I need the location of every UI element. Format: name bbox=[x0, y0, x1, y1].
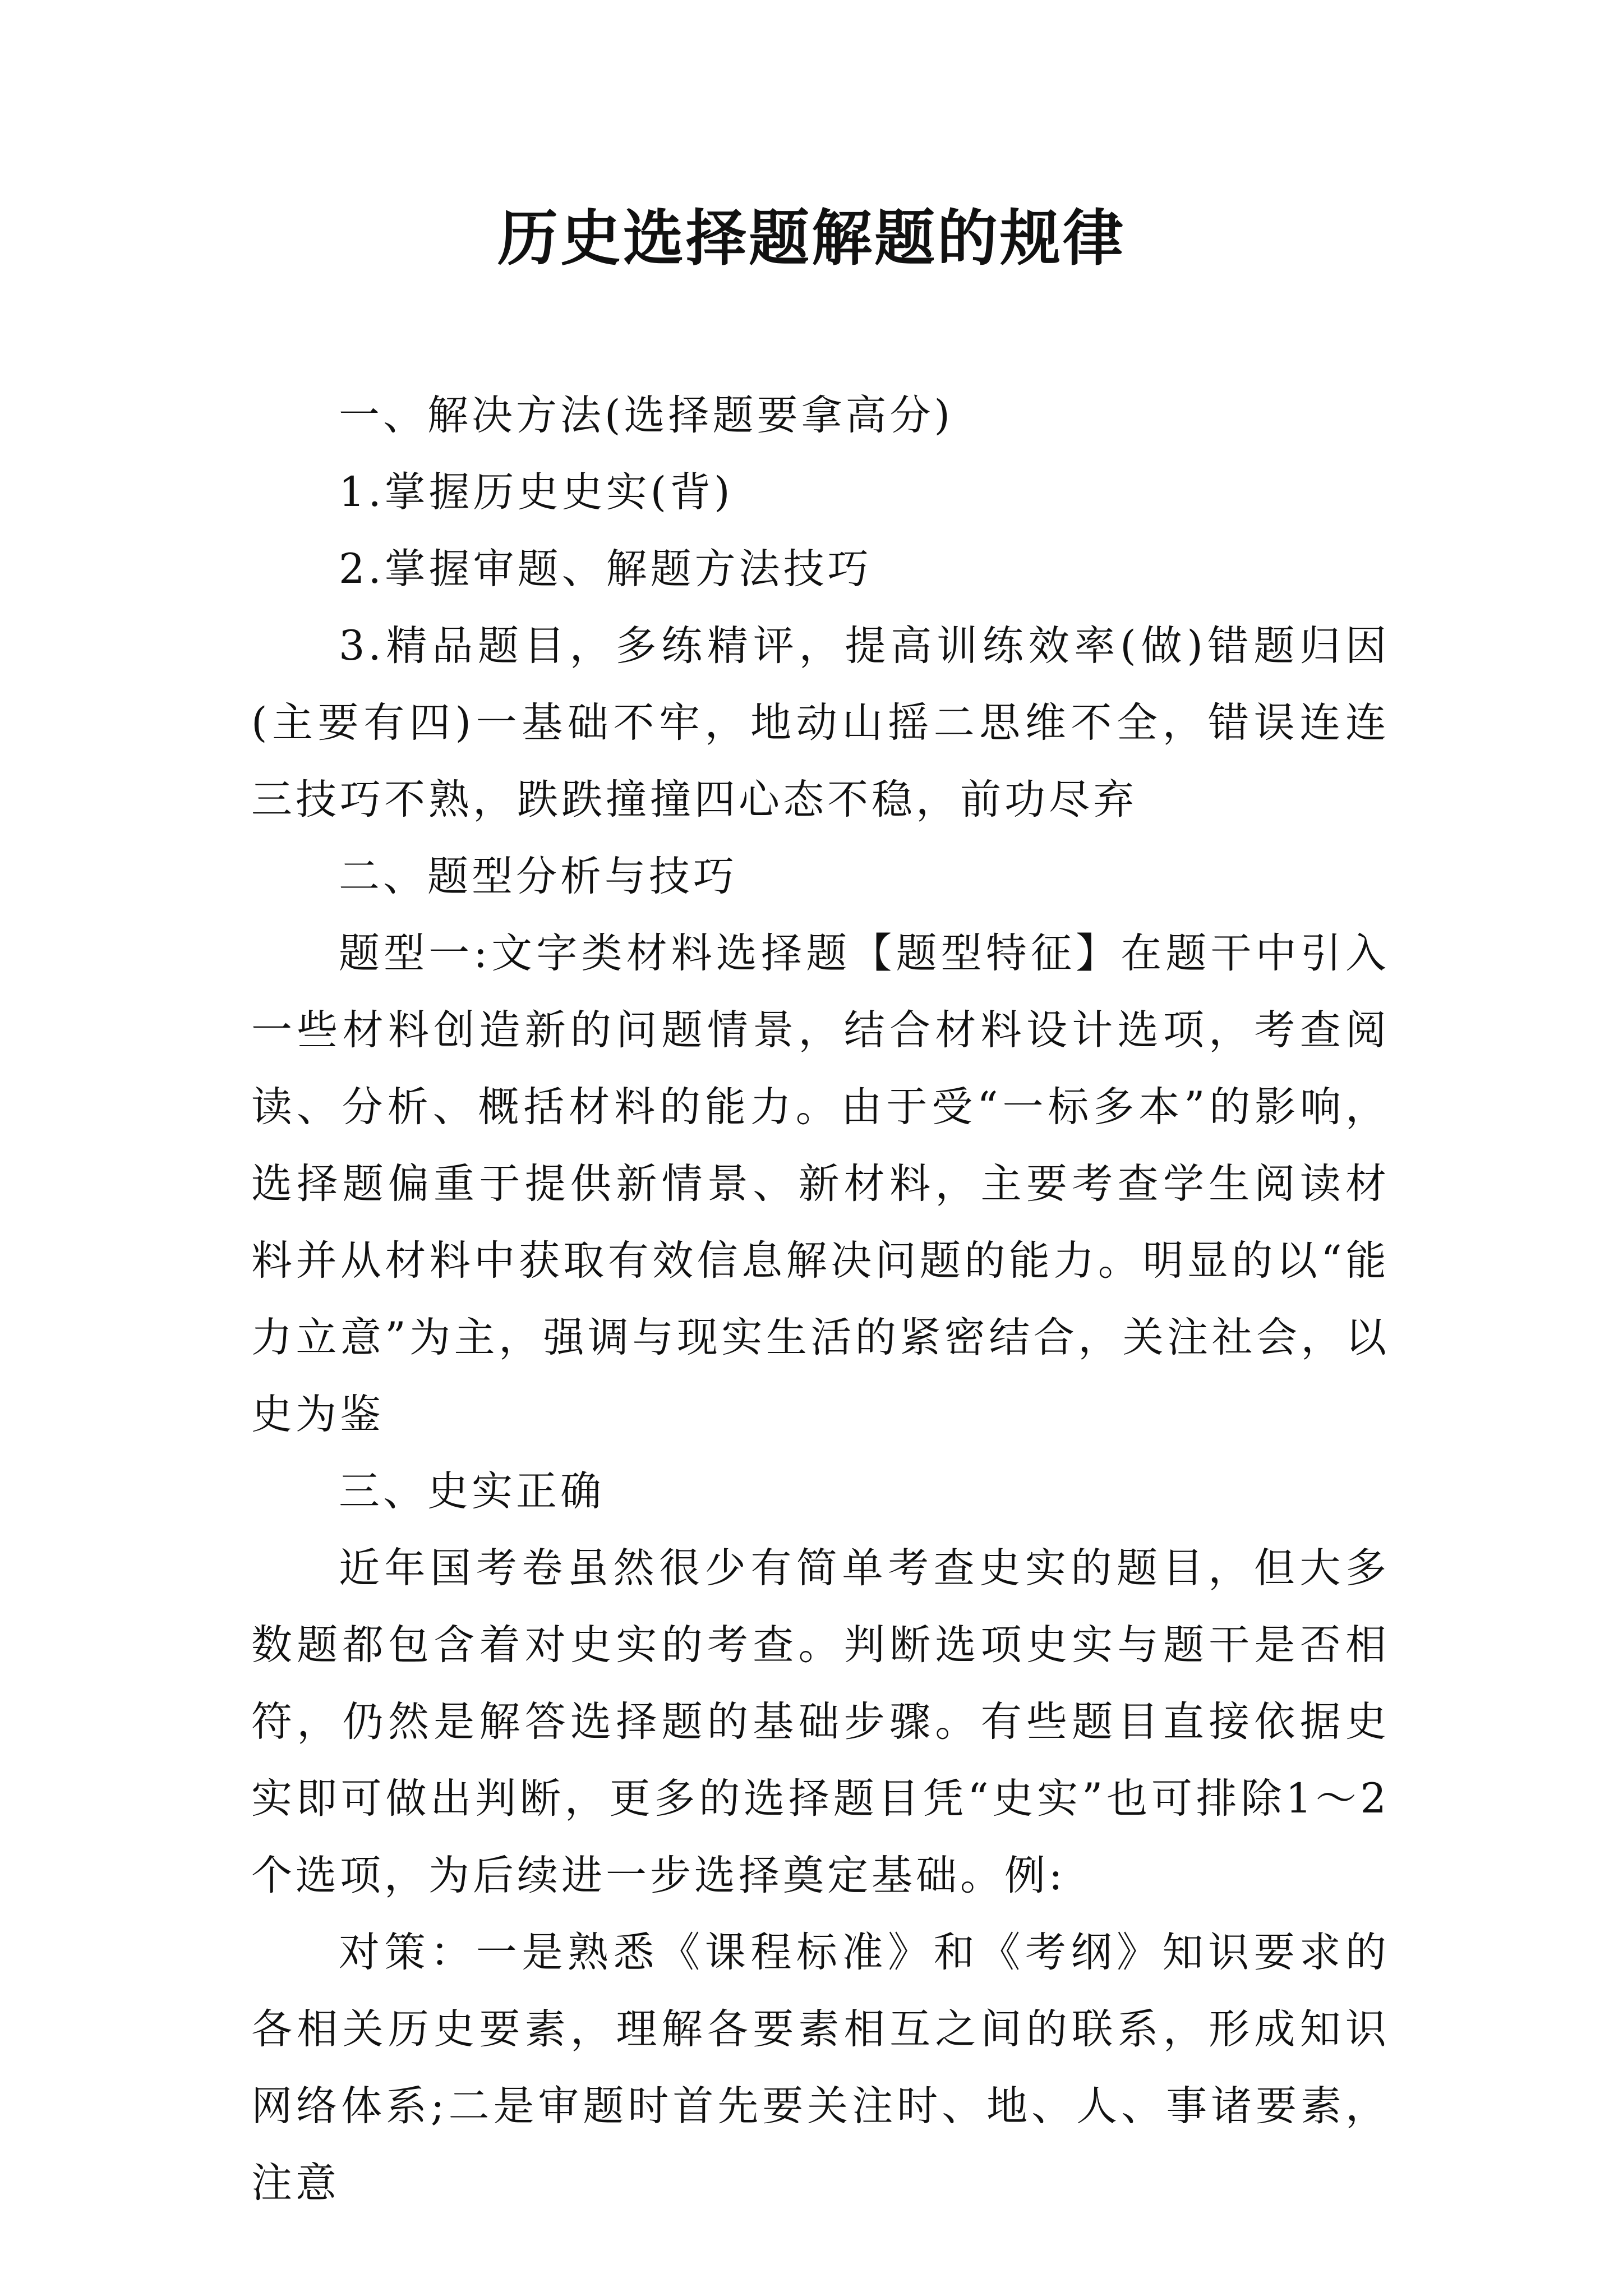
section-heading-facts: 三、史实正确 bbox=[339, 1467, 605, 1515]
list-item-2: 2.掌握审题、解题方法技巧 bbox=[339, 545, 872, 593]
section-heading-analysis: 二、题型分析与技巧 bbox=[339, 853, 737, 900]
list-item-3: 3.精品题目，多练精评，提高训练效率(做)错题归因(主要有四)一基础不牢，地动山摇二思维不全，错误连连三技巧不熟，跌跌撞撞四心态不稳，前功尽弃 bbox=[251, 622, 1390, 823]
document-title: 历史选择题解题的规律 bbox=[497, 203, 1126, 274]
section-heading-methods: 一、解决方法(选择题要拿高分) bbox=[339, 392, 953, 439]
paragraph-facts: 近年国考卷虽然很少有简单考查史实的题目，但大多数题都包含着对史实的考查。判断选项史实与题干是否相符，仍然是解答选择题的基础步骤。有些题目直接依据史实即可做出判断，更多的选择题目凭“史实”也可排除1～2个选项，为后续进一步选择奠定基础。例: bbox=[251, 1544, 1390, 1899]
list-item-1: 1.掌握历史史实(背) bbox=[339, 468, 734, 516]
paragraph-question-type-one: 题型一:文字类材料选择题【题型特征】在题干中引入一些材料创造新的问题情景，结合材料设计选项，考查阅读、分析、概括材料的能力。由于受“一标多本”的影响，选择题偏重于提供新情景、新材料，主要考查学生阅读材料并从材料中获取有效信息解决问题的能力。明显的以“能力立意”为主，强调与现实生活的紧密结合，关注社会，以史为鉴 bbox=[251, 930, 1390, 1438]
paragraph-strategy: 对策：一是熟悉《课程标准》和《考纲》知识要求的各相关历史要素，理解各要素相互之间的联系，形成知识网络体系;二是审题时首先要关注时、地、人、事诸要素，注意 bbox=[251, 1929, 1390, 2207]
document-body bbox=[251, 377, 1390, 2221]
